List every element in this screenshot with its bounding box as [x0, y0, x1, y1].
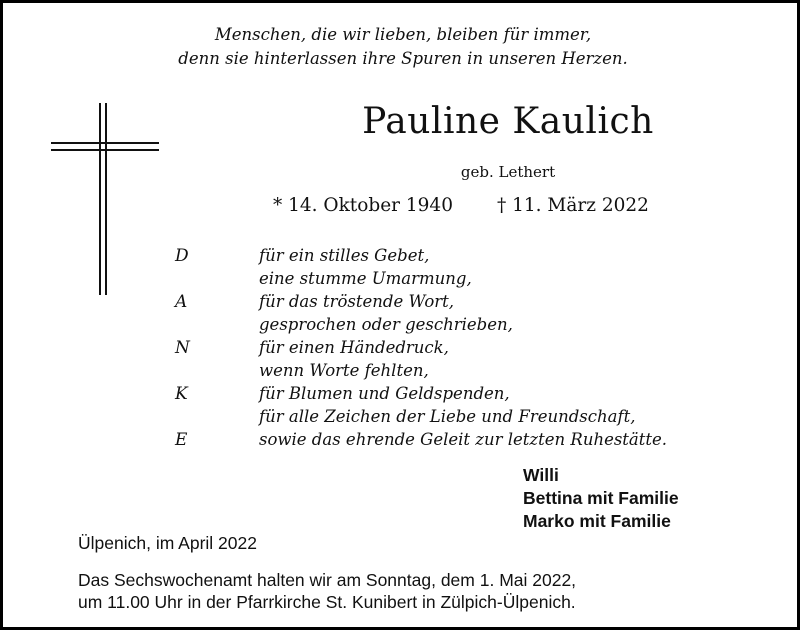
- signer: Willi: [523, 465, 559, 485]
- danke-letter: K: [175, 384, 188, 404]
- deceased-name: Pauline Kaulich: [362, 101, 654, 142]
- danke-row: [3, 292, 800, 314]
- danke-line: für einen Händedruck,: [259, 338, 449, 357]
- danke-line: wenn Worte fehlten,: [259, 361, 429, 380]
- danke-line: für Blumen und Geldspenden,: [259, 384, 510, 403]
- danke-row: [3, 361, 800, 383]
- notice-line-1: Das Sechswochenamt halten wir am Sonntag, dem 1. Mai 2022,: [78, 570, 577, 590]
- danke-letter: E: [175, 430, 188, 450]
- danke-line: eine stumme Umarmung,: [259, 269, 472, 288]
- danke-letter: N: [175, 338, 190, 358]
- signer: Bettina mit Familie: [523, 488, 679, 508]
- danke-row: [3, 384, 800, 406]
- signers: [523, 464, 679, 533]
- danke-row: [3, 315, 800, 337]
- danke-line: für das tröstende Wort,: [259, 292, 455, 311]
- danke-line: gesprochen oder geschrieben,: [259, 315, 513, 334]
- notice-line-2: um 11.00 Uhr in der Pfarrkirche St. Kunibert in Zülpich-Ülpenich.: [78, 592, 576, 612]
- danke-row: [3, 269, 800, 291]
- motto-line-2: denn sie hinterlassen ihre Spuren in unseren Herzen.: [178, 49, 628, 68]
- danke-row: [3, 407, 800, 429]
- death-date: † 11. März 2022: [496, 195, 649, 216]
- danke-row: [3, 430, 800, 452]
- danke-line: sowie das ehrende Geleit zur letzten Ruhestätte.: [259, 430, 668, 449]
- motto-line-1: Menschen, die wir lieben, bleiben für immer,: [214, 25, 592, 44]
- life-dates: [273, 195, 649, 216]
- danke-row: [3, 338, 800, 360]
- place-date: Ülpenich, im April 2022: [78, 533, 257, 553]
- danke-row: [3, 246, 800, 268]
- danke-letter: D: [175, 246, 189, 266]
- signer: Marko mit Familie: [523, 511, 671, 531]
- danke-letter: A: [175, 292, 188, 312]
- birth-name: geb. Lethert: [460, 163, 556, 181]
- danke-line: für alle Zeichen der Liebe und Freundschaft,: [259, 407, 636, 426]
- service-notice: [78, 569, 576, 613]
- danke-line: für ein stilles Gebet,: [259, 246, 430, 265]
- birth-date: * 14. Oktober 1940: [273, 195, 453, 216]
